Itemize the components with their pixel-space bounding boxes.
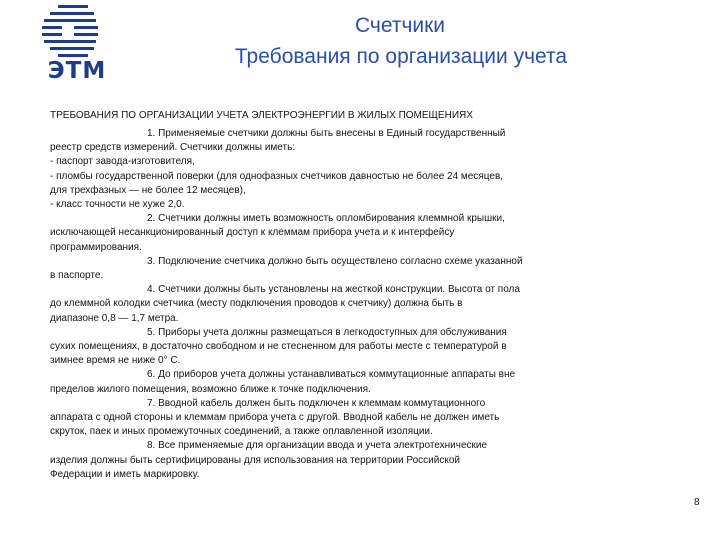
requirement-text: 1. Применяемые счетчики должны быть внесены в Единый государственный <box>147 128 506 139</box>
requirement-text: исключающей несанкционированный доступ к клеммам прибора учета и к интерфейсу <box>50 227 455 239</box>
requirement-item <box>50 255 610 269</box>
page-number: 8 <box>694 497 700 508</box>
requirement-text: 4. Счетчики должны быть установлены на жесткой конструкции. Высота от пола <box>147 284 520 296</box>
requirement-line <box>50 184 610 198</box>
requirement-text: 6. До приборов учета должны устанавливаться коммутационные аппараты вне <box>147 369 516 381</box>
requirement-text: 5. Приборы учета должны размещаться в легкодоступных для обслуживания <box>147 326 507 338</box>
requirement-text: скруток, паек и иных промежуточных соединений, а также оплавленной изоляции. <box>50 426 433 438</box>
requirement-line <box>50 354 610 368</box>
requirement-text: изделия должны быть сертифицированы для использования на территории Российской <box>50 454 460 466</box>
requirement-text: 2. Счетчики должны иметь возможность опломбирования клеммной крышки, <box>147 213 505 225</box>
requirement-line <box>50 241 610 255</box>
requirement-text: аппарата с одной стороны и клеммам прибора учета с другой. Вводной кабель не должен иметь <box>50 412 500 424</box>
requirement-item <box>50 326 610 340</box>
requirement-text: диапазоне 0,8 — 1,7 метра. <box>50 312 179 324</box>
requirement-text: зимнее время не ниже 0° С. <box>50 355 181 367</box>
requirement-line <box>50 170 610 184</box>
requirement-text: сухих помещениях, в достаточно свободном и не стесненном для работы месте с температурой в <box>50 341 507 353</box>
requirement-line <box>50 383 610 397</box>
requirement-line <box>50 297 610 311</box>
requirement-text: - пломбы государственной поверки (для однофазных счетчиков давностью не более 24 месяцев, <box>50 170 504 182</box>
etm-logo-emblem <box>38 2 114 62</box>
page-subtitle: Требования по организации учета <box>234 45 568 68</box>
logo-text: ЭТМ <box>47 58 107 84</box>
requirement-text: программирования. <box>50 241 142 253</box>
requirement-line <box>50 425 610 439</box>
requirement-text: до клеммной колодки счетчика (месту подключения проводов к счетчику) должна быть в <box>50 298 463 310</box>
requirement-line <box>50 340 610 354</box>
requirements-list <box>50 127 610 482</box>
document-body <box>50 109 610 482</box>
requirement-text: реестр средств измерений. Счетчики должны иметь: <box>50 142 296 154</box>
page-title: Счетчики <box>354 14 446 37</box>
requirement-line <box>50 155 610 169</box>
requirement-line <box>50 454 610 468</box>
requirement-line <box>50 269 610 283</box>
requirement-line <box>50 198 610 212</box>
requirement-item <box>50 212 610 226</box>
requirement-item <box>50 397 610 411</box>
requirement-line <box>50 226 610 240</box>
etm-logo <box>38 2 114 88</box>
requirement-text: - класс точности не хуже 2,0. <box>50 199 185 211</box>
requirement-text: 3. Подключение счетчика должно быть осуществлено согласно схеме указанной <box>147 255 523 267</box>
requirement-line <box>50 141 610 155</box>
requirement-text: для трехфазных — не более 12 месяцев), <box>50 184 246 196</box>
requirement-text: - паспорт завода-изготовителя, <box>50 156 195 168</box>
requirement-line <box>50 468 610 482</box>
requirement-text: пределов жилого помещения, возможно ближе к точке подключения. <box>50 383 371 395</box>
requirement-line <box>50 312 610 326</box>
requirement-text: в паспорте. <box>50 270 104 282</box>
document-heading: ТРЕБОВАНИЯ ПО ОРГАНИЗАЦИИ УЧЕТА ЭЛЕКТРОЭНЕРГИИ В ЖИЛЫХ ПОМЕЩЕНИЯХ <box>50 110 473 121</box>
requirement-item <box>50 283 610 297</box>
requirement-text: 8. Все применяемые для организации ввода и учета электротехнические <box>147 440 488 452</box>
requirement-item <box>50 368 610 382</box>
requirement-text: 7. Вводной кабель должен быть подключен к клеммам коммутационного <box>147 397 486 409</box>
requirement-line <box>50 411 610 425</box>
requirement-item <box>50 439 610 453</box>
requirement-text: Федерации и иметь маркировку. <box>50 468 200 480</box>
requirement-item <box>50 127 610 141</box>
